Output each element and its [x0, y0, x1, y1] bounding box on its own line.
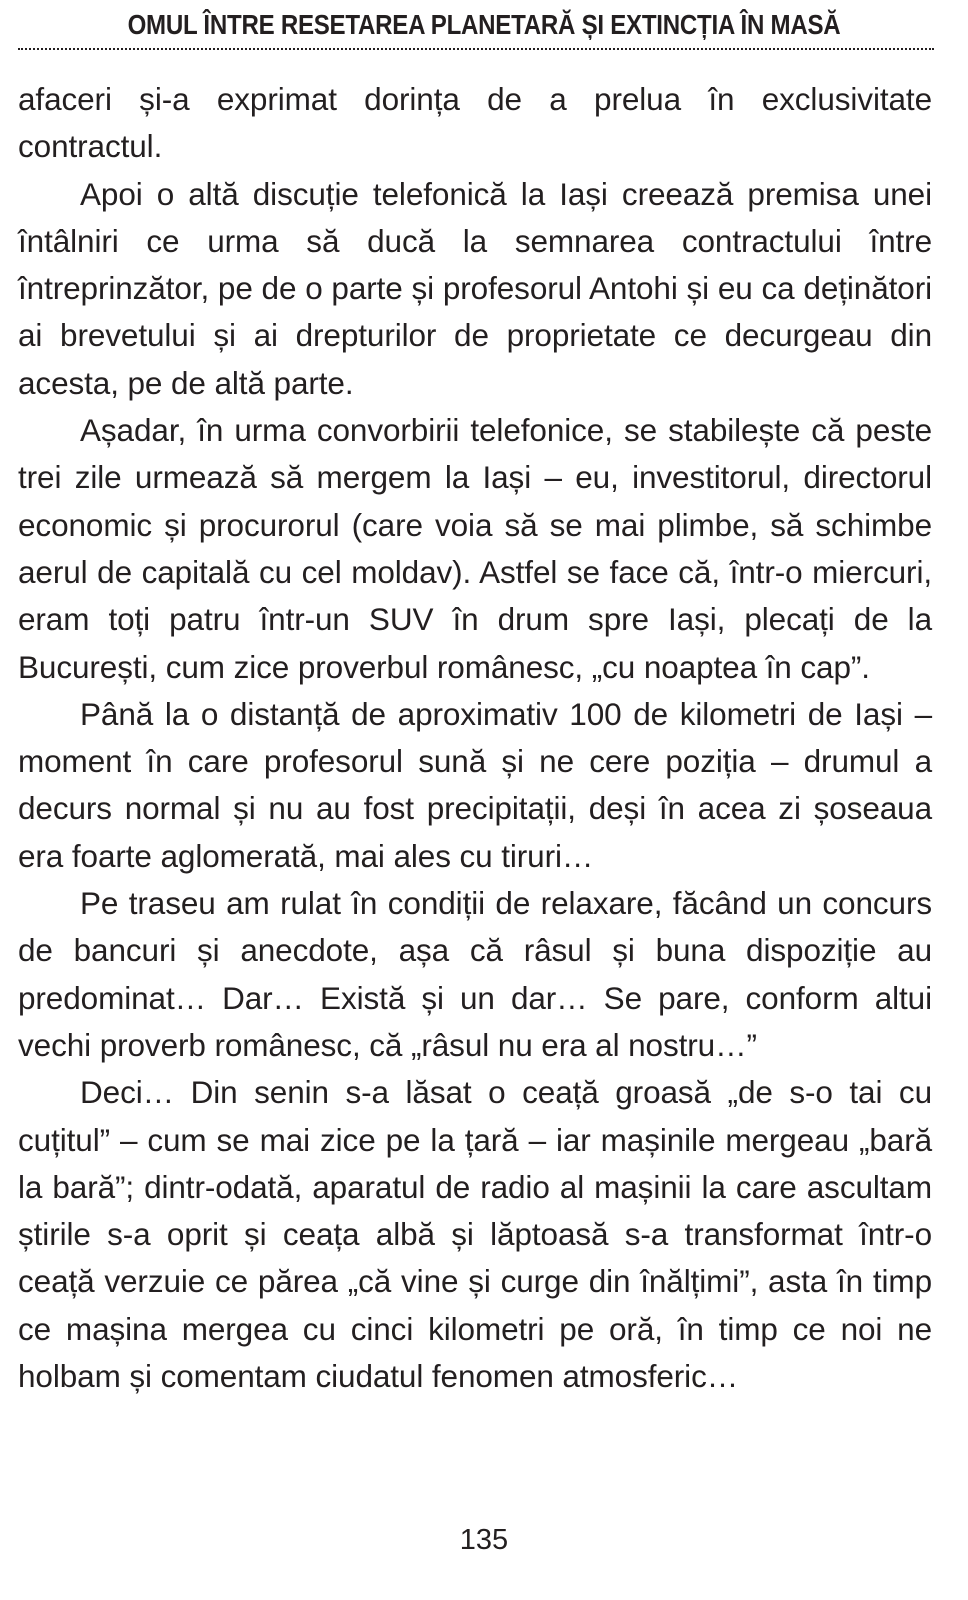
- paragraph: Pe traseu am rulat în condiții de relaxare, făcând un concurs de bancuri și anecdote, așa că râsul și buna dispoziție au predominat… Dar… Există și un dar… Se pare, conform altui vechi proverb românesc, că „râsul nu era al nostru…”: [18, 885, 932, 1063]
- running-header: OMUL ÎNTRE RESETAREA PLANETARĂ ȘI EXTINCȚIA ÎN MASĂ: [127, 9, 841, 40]
- header-dotted-rule: [18, 48, 934, 50]
- paragraph: Deci… Din senin s-a lăsat o ceață groasă „de s-o tai cu cuțitul” – cum se mai zice pe la țară – iar mașinile mergeau „bară la bară”; dintr-odată, aparatul de radio al mașinii la care ascultam știrile s-a oprit și ceața albă și lăptoasă s-a transformat într-o ceață verzuie ce părea „că vine și curge din înălțimi”, asta în timp ce mașina mergea cu cinci kilometri pe oră, în timp ce noi ne holbam și comentam ciudatul fenomen atmosferic…: [18, 1074, 932, 1395]
- paragraph: Până la o distanță de aproximativ 100 de kilometri de Iași – moment în care profesorul sună și ne cere poziția – drumul a decurs normal și nu au fost precipitații, deși în acea zi șoseaua era foarte aglomerată, mai ales cu tiruri…: [18, 695, 932, 874]
- paragraph: afaceri și-a exprimat dorința de a prelua în exclusivitate contractul.: [18, 81, 932, 165]
- page-number: 135: [459, 1524, 509, 1556]
- body-text: [18, 76, 932, 1400]
- paragraph: Apoi o altă discuție telefonică la Iași creează premisa unei întâlniri ce urma să ducă la semnarea contractului între întreprinzător, pe de o parte și profesorul Antohi și eu ca deținători ai brevetului și ai drepturilor de proprietate ce decurgeau din acesta, pe de altă parte.: [18, 175, 932, 401]
- paragraph: Așadar, în urma convorbirii telefonice, se stabilește că peste trei zile urmează să mergem la Iași – eu, investitorul, directorul economic și procurorul (care voia să se mai plimbe, să schimbe aerul de capitală cu cel moldav). Astfel se face că, într-o miercuri, eram toți patru într-un SUV în drum spre Iași, plecați de la București, cum zice proverbul românesc, „cu noaptea în cap”.: [18, 412, 932, 685]
